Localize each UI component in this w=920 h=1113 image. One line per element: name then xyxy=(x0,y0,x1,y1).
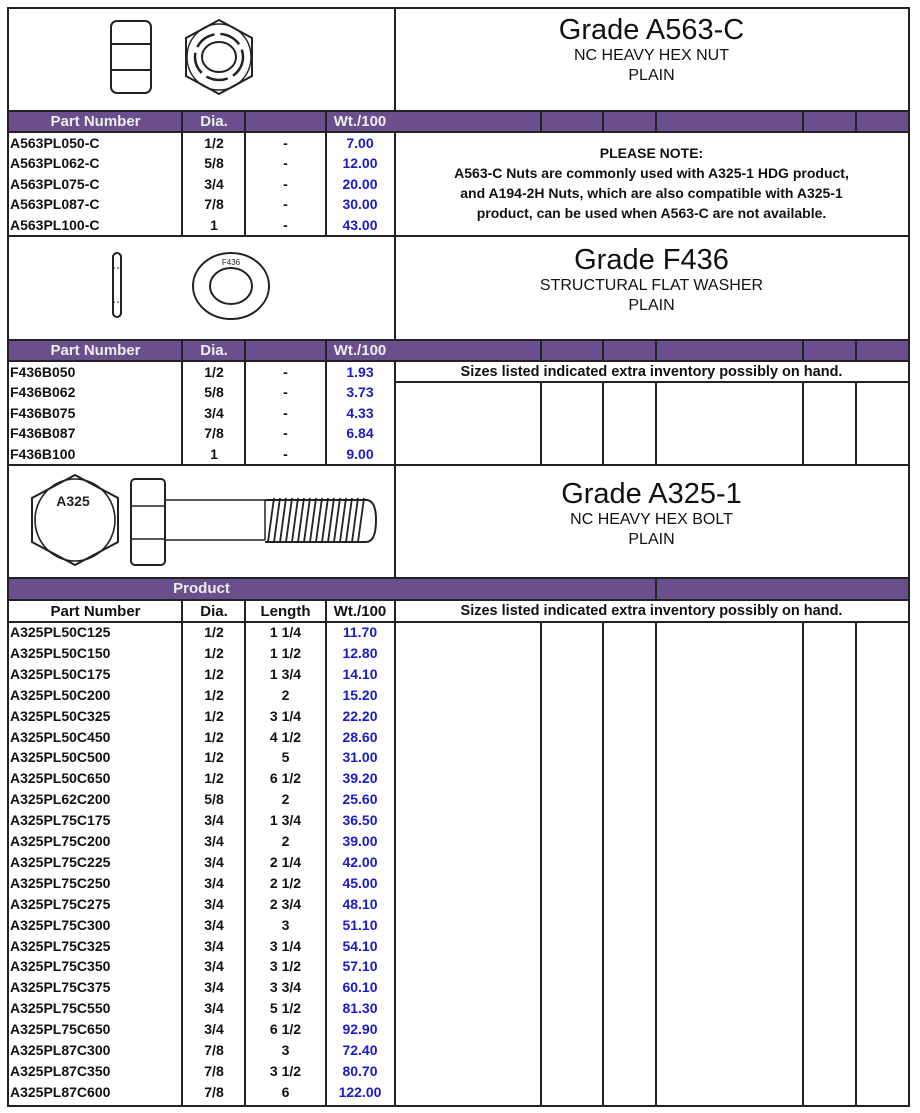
grid-separator xyxy=(802,382,804,465)
part-number: A325PL62C200 xyxy=(10,791,111,808)
product-finish: PLAIN xyxy=(628,67,675,84)
length: 6 xyxy=(281,1083,290,1100)
part-number: A325PL75C175 xyxy=(10,812,111,829)
part-number: F436B050 xyxy=(10,364,76,380)
weight-per-100: 51.10 xyxy=(342,916,378,933)
part-number: A325PL75C550 xyxy=(10,1000,111,1017)
part-number: A325PL75C250 xyxy=(10,874,111,891)
weight-per-100: 9.00 xyxy=(346,445,374,462)
grid-separator xyxy=(602,382,604,465)
diameter: 1/2 xyxy=(204,665,224,682)
part-number: A563PL062-C xyxy=(10,155,100,172)
diameter: 3/4 xyxy=(204,812,224,829)
section-a563-title xyxy=(395,14,908,86)
part-number: A325PL87C300 xyxy=(10,1042,111,1058)
diameter: 7/8 xyxy=(204,425,224,442)
part-number: A325PL50C450 xyxy=(10,728,111,745)
hex-bolt-head-icon xyxy=(28,472,122,568)
length: 3 1/2 xyxy=(269,1062,302,1079)
part-number: A325PL87C600 xyxy=(10,1083,111,1100)
weight-per-100: 28.60 xyxy=(342,728,378,745)
weight-per-100: 72.40 xyxy=(342,1042,378,1058)
part-number: A563PL075-C xyxy=(10,175,100,192)
product-type: STRUCTURAL FLAT WASHER xyxy=(539,277,764,294)
grid-separator xyxy=(540,340,542,361)
product-type: NC HEAVY HEX NUT xyxy=(574,47,729,64)
row-divider xyxy=(394,381,910,383)
diameter: 1/2 xyxy=(204,770,224,787)
length: 2 xyxy=(281,791,290,808)
diameter: 5/8 xyxy=(204,155,224,172)
weight-per-100: 39.20 xyxy=(342,770,378,787)
part-number: A325PL75C300 xyxy=(10,916,111,933)
band-separator xyxy=(602,111,604,132)
length: 1 3/4 xyxy=(269,812,302,829)
column-header-part-number: Part Number xyxy=(50,342,141,359)
diameter: 1/2 xyxy=(204,644,224,661)
part-number: A563PL050-C xyxy=(10,135,100,151)
weight-per-100: 30.00 xyxy=(342,196,378,213)
column-header-dia: Dia. xyxy=(200,342,228,359)
row-divider xyxy=(7,621,910,623)
length: 5 xyxy=(281,749,290,766)
weight-per-100: 14.10 xyxy=(342,665,378,682)
diameter: 3/4 xyxy=(204,979,224,996)
length: 2 1/4 xyxy=(269,853,302,870)
weight-per-100: 92.90 xyxy=(342,1021,378,1038)
column-header-part-number: Part Number xyxy=(50,603,141,620)
weight-per-100: 45.00 xyxy=(342,874,378,891)
part-number: A325PL50C200 xyxy=(10,686,111,703)
diameter: 3/4 xyxy=(204,937,224,954)
diameter: 1 xyxy=(210,216,218,233)
part-number: F436B100 xyxy=(10,445,76,462)
diameter: 1/2 xyxy=(204,749,224,766)
diameter: 5/8 xyxy=(204,384,224,401)
diameter: 1/2 xyxy=(204,624,224,640)
diameter: 3/4 xyxy=(204,1000,224,1017)
part-number: A325PL75C350 xyxy=(10,958,111,975)
weight-per-100: 36.50 xyxy=(342,812,378,829)
note-line: and A194-2H Nuts, which are also compatible with A325-1 xyxy=(460,185,843,201)
weight-per-100: 6.84 xyxy=(346,425,374,442)
grade-title: Grade A325-1 xyxy=(561,478,742,510)
part-number: A325PL75C650 xyxy=(10,1021,111,1038)
note-line: product, can be used when A563-C are not available. xyxy=(476,205,827,221)
column-header-weight: Wt./100 xyxy=(333,603,387,620)
note-title: PLEASE NOTE: xyxy=(599,145,704,161)
weight-per-100: 4.33 xyxy=(346,404,374,421)
length: - xyxy=(283,216,288,233)
part-number: F436B062 xyxy=(10,384,76,401)
diameter: 7/8 xyxy=(204,196,224,213)
diameter: 1/2 xyxy=(204,686,224,703)
section-divider xyxy=(7,235,910,237)
column-header-length: Length xyxy=(260,603,311,620)
please-note xyxy=(395,143,908,223)
part-number: A325PL75C275 xyxy=(10,895,111,912)
column-header-part-number: Part Number xyxy=(50,113,141,130)
grid-separator xyxy=(655,382,657,465)
part-number: A325PL50C500 xyxy=(10,749,111,766)
length: 2 1/2 xyxy=(269,874,302,891)
diameter: 5/8 xyxy=(204,791,224,808)
column-header-weight: Wt./100 xyxy=(333,342,387,359)
diameter: 3/4 xyxy=(204,404,224,421)
part-number: A325PL75C325 xyxy=(10,937,111,954)
weight-per-100: 12.80 xyxy=(342,644,378,661)
weight-per-100: 42.00 xyxy=(342,853,378,870)
diameter: 7/8 xyxy=(204,1083,224,1100)
length: - xyxy=(283,175,288,192)
length: 6 1/2 xyxy=(269,1021,302,1038)
diameter: 7/8 xyxy=(204,1062,224,1079)
diameter: 3/4 xyxy=(204,1021,224,1038)
diameter: 3/4 xyxy=(204,895,224,912)
grid-separator xyxy=(855,622,857,1107)
diameter: 7/8 xyxy=(204,1042,224,1058)
sizes-note: Sizes listed indicated extra inventory possibly on hand. xyxy=(460,603,843,619)
diameter: 1/2 xyxy=(204,728,224,745)
part-number: A325PL50C650 xyxy=(10,770,111,787)
part-number: A325PL50C325 xyxy=(10,707,111,724)
flat-washer-side-icon xyxy=(110,250,124,320)
diameter: 3/4 xyxy=(204,175,224,192)
heavy-hex-nut-side-icon xyxy=(108,18,154,96)
part-number: A563PL100-C xyxy=(10,216,100,233)
diameter: 3/4 xyxy=(204,958,224,975)
grid-separator xyxy=(855,382,857,465)
weight-per-100: 60.10 xyxy=(342,979,378,996)
part-number: F436B075 xyxy=(10,404,76,421)
weight-per-100: 81.30 xyxy=(342,1000,378,1017)
note-line: A563-C Nuts are commonly used with A325-1 HDG product, xyxy=(454,165,849,181)
weight-per-100: 11.70 xyxy=(342,624,378,640)
product-finish: PLAIN xyxy=(628,531,675,548)
length: 2 3/4 xyxy=(269,895,302,912)
flat-washer-top-icon xyxy=(190,250,272,322)
grid-separator xyxy=(655,340,657,361)
length: 3 1/2 xyxy=(269,958,302,975)
weight-per-100: 39.00 xyxy=(342,833,378,849)
product-type: NC HEAVY HEX BOLT xyxy=(570,511,733,528)
part-number: A325PL75C375 xyxy=(10,979,111,996)
band-separator xyxy=(802,111,804,132)
length: 3 1/4 xyxy=(269,937,302,954)
weight-per-100: 22.20 xyxy=(342,707,378,724)
weight-per-100: 7.00 xyxy=(346,135,374,151)
column-header-weight: Wt./100 xyxy=(333,113,387,130)
sizes-note: Sizes listed indicated extra inventory possibly on hand. xyxy=(460,364,843,380)
length: 1 3/4 xyxy=(269,665,302,682)
length: 1 1/4 xyxy=(269,624,302,640)
diameter: 1/2 xyxy=(204,135,224,151)
weight-per-100: 25.60 xyxy=(342,791,378,808)
part-number: A325PL87C350 xyxy=(10,1062,111,1079)
grade-title: Grade A563-C xyxy=(558,14,745,46)
band-separator xyxy=(655,111,657,132)
length: - xyxy=(283,425,288,442)
weight-per-100: 31.00 xyxy=(342,749,378,766)
column-header-dia: Dia. xyxy=(200,113,228,130)
length: 6 1/2 xyxy=(269,770,302,787)
diameter: 3/4 xyxy=(204,916,224,933)
band-separator xyxy=(855,111,857,132)
weight-per-100: 15.20 xyxy=(342,686,378,703)
weight-per-100: 80.70 xyxy=(342,1062,378,1079)
length: - xyxy=(283,196,288,213)
weight-per-100: 20.00 xyxy=(342,175,378,192)
section-divider xyxy=(7,464,910,466)
length: 3 1/4 xyxy=(269,707,302,724)
length: - xyxy=(283,445,288,462)
grid-separator xyxy=(602,622,604,1107)
length: - xyxy=(283,404,288,421)
hex-bolt-side-icon xyxy=(128,476,380,570)
part-number: A325PL50C125 xyxy=(10,624,111,640)
band-separator xyxy=(540,111,542,132)
part-number: A325PL75C200 xyxy=(10,833,111,849)
part-number: A325PL50C175 xyxy=(10,665,111,682)
length: 3 3/4 xyxy=(269,979,302,996)
length: 5 1/2 xyxy=(269,1000,302,1017)
diameter: 3/4 xyxy=(204,833,224,849)
grid-separator xyxy=(655,622,657,1107)
weight-per-100: 3.73 xyxy=(346,384,374,401)
part-number: F436B087 xyxy=(10,425,76,442)
grid-separator xyxy=(540,382,542,465)
column-header-dia: Dia. xyxy=(200,603,228,620)
band-separator xyxy=(655,578,657,600)
weight-per-100: 1.93 xyxy=(346,364,374,380)
length: 4 1/2 xyxy=(269,728,302,745)
heavy-hex-nut-top-icon xyxy=(180,18,258,96)
product-finish: PLAIN xyxy=(628,297,675,314)
length: - xyxy=(283,384,288,401)
diameter: 1 xyxy=(210,445,218,462)
diameter: 1/2 xyxy=(204,364,224,380)
part-number: A325PL50C150 xyxy=(10,644,111,661)
bolt-head-marking: A325 xyxy=(56,493,90,509)
diameter: 3/4 xyxy=(204,853,224,870)
diameter: 1/2 xyxy=(204,707,224,724)
grade-title: Grade F436 xyxy=(574,244,729,276)
length: - xyxy=(283,135,288,151)
length: - xyxy=(283,155,288,172)
grid-separator xyxy=(602,340,604,361)
grid-separator xyxy=(802,340,804,361)
length: 1 1/2 xyxy=(269,644,302,661)
weight-per-100: 48.10 xyxy=(342,895,378,912)
weight-per-100: 43.00 xyxy=(342,216,378,233)
grid-separator xyxy=(802,622,804,1107)
part-number: A325PL75C225 xyxy=(10,853,111,870)
weight-per-100: 54.10 xyxy=(342,937,378,954)
washer-stamp-label: F436 xyxy=(221,258,241,267)
grid-separator xyxy=(540,622,542,1107)
product-band-label: Product xyxy=(173,580,230,597)
length: - xyxy=(283,364,288,380)
length: 3 xyxy=(281,916,290,933)
section-a325-title xyxy=(395,478,908,550)
length: 2 xyxy=(281,833,290,849)
diameter: 3/4 xyxy=(204,874,224,891)
weight-per-100: 57.10 xyxy=(342,958,378,975)
section-f436-title xyxy=(395,244,908,316)
grid-separator xyxy=(855,340,857,361)
length: 2 xyxy=(281,686,290,703)
length: 3 xyxy=(281,1042,290,1058)
weight-per-100: 12.00 xyxy=(342,155,378,172)
weight-per-100: 122.00 xyxy=(338,1083,382,1100)
part-number: A563PL087-C xyxy=(10,196,100,213)
